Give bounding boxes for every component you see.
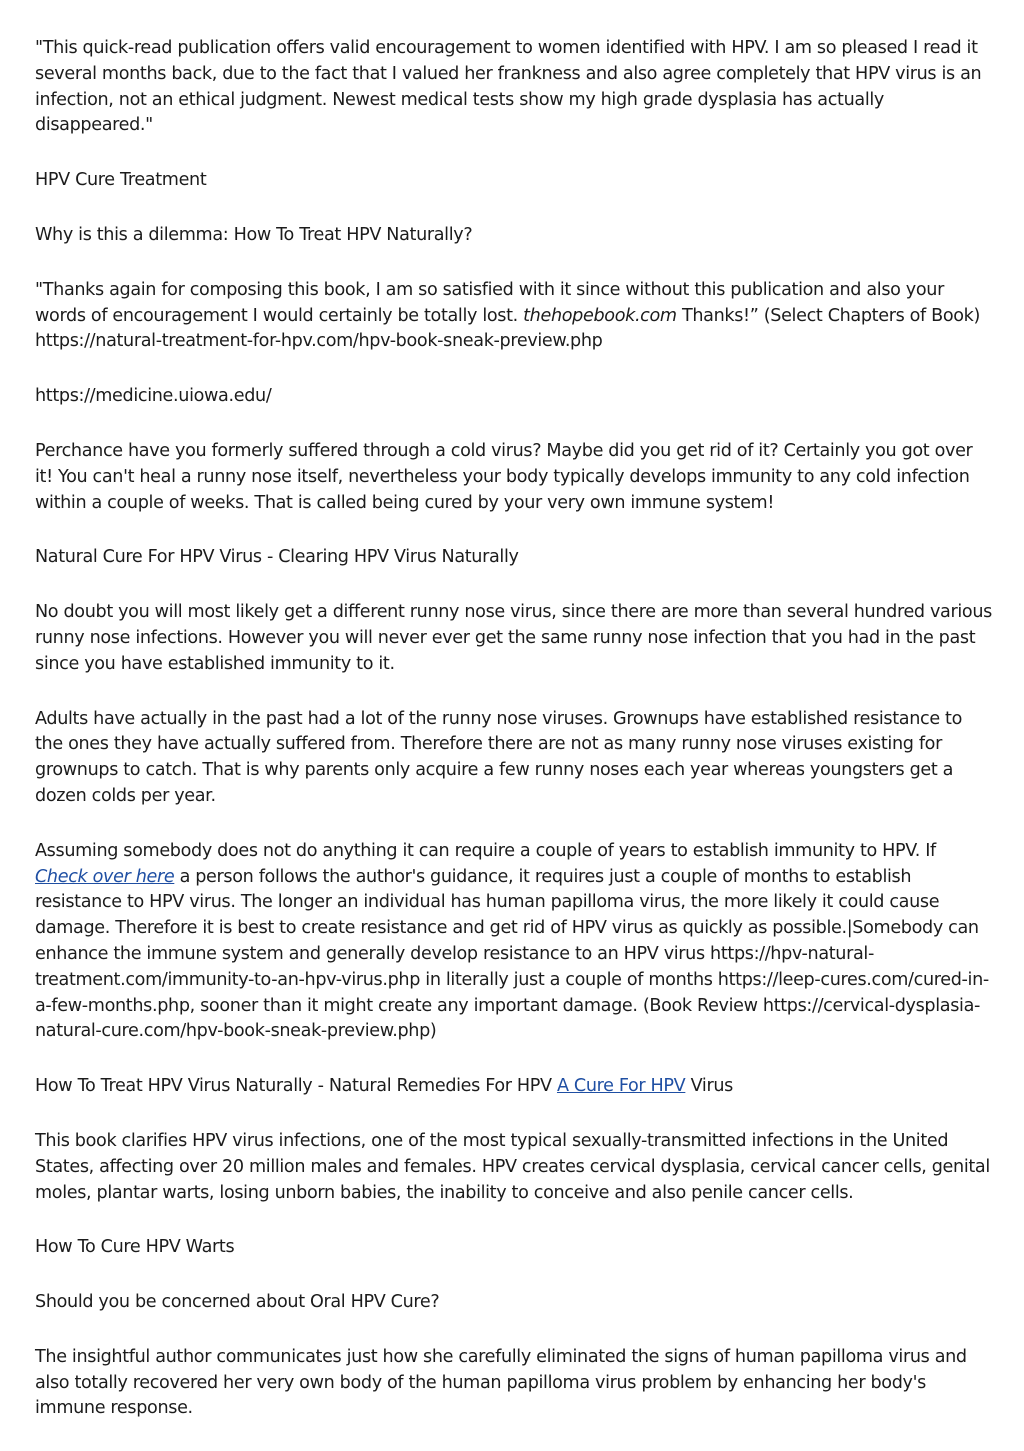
runny-nose-paragraph: No doubt you will most likely get a different runny nose virus, since there are more than several hundred various runny nose infections. However you will never ever get the same runny nose infection that you had in the past since you have established immunity to it. (35, 602, 992, 674)
immunity-paragraph (35, 839, 993, 1045)
question-oral-hpv: Should you be concerned about Oral HPV Cure? (35, 1292, 440, 1313)
hopebook-site-name: thehopebook.com (523, 305, 677, 326)
check-over-here-link[interactable]: Check over here (35, 866, 175, 887)
heading-treat-hpv-end: Virus (685, 1076, 733, 1097)
medicine-url: https://medicine.uiowa.edu/ (35, 386, 272, 407)
testimonial-quote-2 (35, 278, 993, 355)
document-page (35, 36, 993, 1451)
testimonial-quote-1: "This quick-read publication offers valid encouragement to women identified with HPV. I am so pleased I read it several months back, due to the fact that I valued her frankness and also agree completely that HPV virus is an infection, not an ethical judgment. Newest medical tests show my high grade dysplasia has actually disappeared." (35, 38, 982, 136)
cold-virus-paragraph: Perchance have you formerly suffered through a cold virus? Maybe did you get rid of it? Certainly you got over it! You can't heal a runny nose itself, nevertheless your body typically develops immunity to any cold infection within a couple of weeks. That is called being cured by your very own immune system! (35, 440, 973, 513)
heading-hpv-cure-treatment: HPV Cure Treatment (35, 170, 207, 191)
heading-natural-cure: Natural Cure For HPV Virus - Clearing HPV Virus Naturally (35, 547, 519, 568)
heading-treat-hpv-start: How To Treat HPV Virus Naturally - Natural Remedies For HPV (35, 1076, 557, 1097)
cure-for-hpv-link[interactable]: A Cure For HPV (556, 1076, 686, 1097)
author-paragraph: The insightful author communicates just how she carefully eliminated the signs of human papilloma virus and also totally recovered her very own body of the human papilloma virus problem by enhancing her body's immune response. (35, 1346, 967, 1419)
testimonial-quote-2-end: Thanks!” (Select Chapters of Book) https://natural-treatment-for-hpv.com/hpv-book-sneak-preview.php (35, 305, 981, 352)
immunity-paragraph-start: Assuming somebody does not do anything it can require a couple of years to establish immunity to HPV. If (35, 840, 936, 861)
heading-treat-hpv-naturally (35, 1074, 993, 1100)
heading-cure-warts: How To Cure HPV Warts (35, 1237, 235, 1258)
book-clarifies-paragraph: This book clarifies HPV virus infections, one of the most typical sexually-transmitted infections in the United States, affecting over 20 million males and females. HPV creates cervical dysplasia, cervical cancer cells, genital moles, plantar warts, losing unborn babies, the inability to conceive and also penile cancer cells. (35, 1130, 990, 1203)
adults-paragraph: Adults have actually in the past had a lot of the runny nose viruses. Grownups have established resistance to the ones they have actually suffered from. Therefore there are not as many runny nose viruses existing for grownups to catch. That is why parents only acquire a few runny noses each year whereas youngsters get a dozen colds per year. (35, 708, 963, 806)
question-dilemma: Why is this a dilemma: How To Treat HPV Naturally? (35, 224, 473, 245)
immunity-paragraph-end: a person follows the author's guidance, it requires just a couple of months to establish resistance to HPV virus. The longer an individual has human papilloma virus, the more likely it could cause damage. Therefore it is best to create resistance and get rid of HPV virus as quickly as possible.|Somebody can enhance the immune system and generally develop resistance to an HPV virus https://hpv-natural-treatment.com/immunity-to-an-hpv-virus.php in literally just a couple of months https://leep-cures.com/cured-in-a-few-months.php, sooner than it might create any important damage. (Book Review https://cervical-dysplasia-natural-cure.com/hpv-book-sneak-preview.php) (35, 866, 989, 1042)
testimonial-quote-2-start: "Thanks again for composing this book, I am so satisfied with it since without this publication and also your words of encouragement I would certainly be totally lost. (35, 279, 944, 326)
